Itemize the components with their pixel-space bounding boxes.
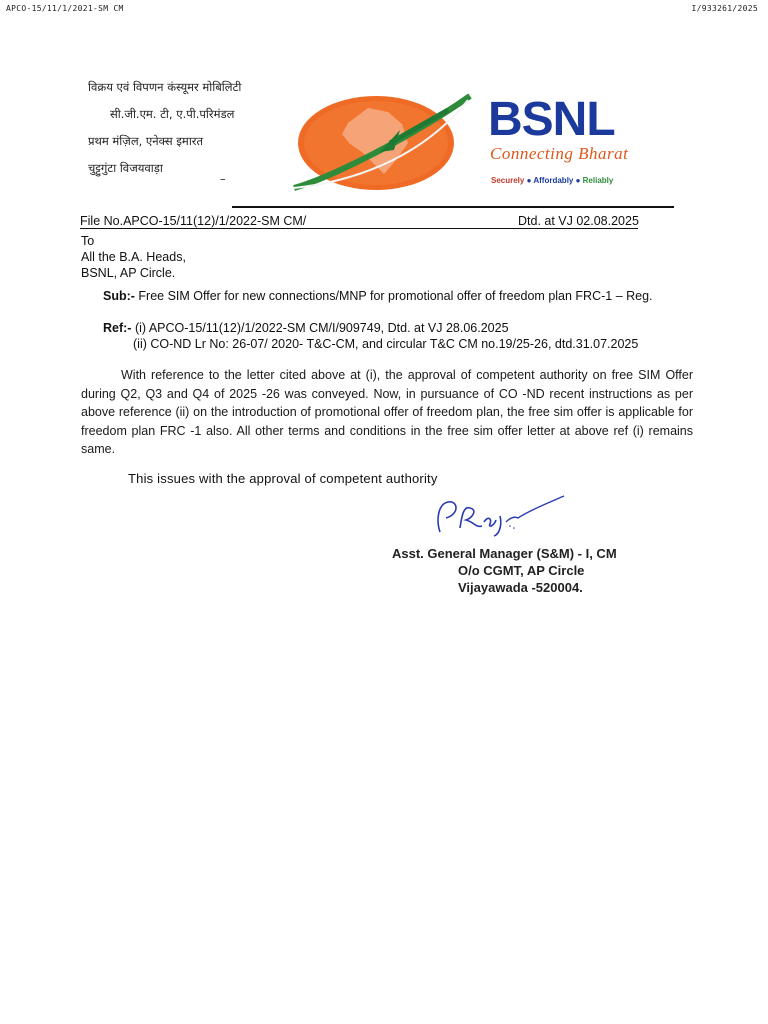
reliably-text: Reliably xyxy=(582,176,614,185)
bsnl-logo xyxy=(290,88,665,196)
header-divider-thick xyxy=(232,206,674,208)
hindi-header-dash: – xyxy=(220,172,226,186)
hindi-header-line-1: विक्रय एवं विपणन कंस्यूमर मोबिलिटी xyxy=(88,80,242,94)
signatory-place: Vijayawada -520004. xyxy=(458,580,583,595)
letter-date: Dtd. at VJ 02.08.2025 xyxy=(518,214,639,228)
signatory-office: O/o CGMT, AP Circle xyxy=(458,563,585,578)
hindi-header-line-4: चुट्टुगुंटा विजयवाड़ा xyxy=(88,161,163,175)
subject-text: Free SIM Offer for new connections/MNP for promotional offer of freedom plan FRC-1 – Reg. xyxy=(134,289,653,303)
bsnl-sub-tagline: Securely ● Affordably ● Reliably xyxy=(491,176,614,185)
bsnl-tagline: Connecting Bharat xyxy=(490,144,629,163)
address-line-2: BSNL, AP Circle. xyxy=(81,266,176,280)
reference-label: Ref:- xyxy=(103,321,132,335)
signature xyxy=(430,492,570,540)
document-reference-stamp: APCO-15/11/1/2021-SM CM xyxy=(6,4,124,13)
reference-line-2: (ii) CO-ND Lr No: 26-07/ 2020- T&C-CM, and circular T&C CM no.19/25-26, dtd.31.07.2025 xyxy=(133,337,639,351)
hindi-header-line-2: सी.जी.एम. टी, ए.पी.परिमंडल xyxy=(110,107,235,121)
address-line-1: All the B.A. Heads, xyxy=(81,250,186,264)
hindi-header-line-3: प्रथम मंज़िल, एनेक्स इमारत xyxy=(88,134,204,148)
approval-statement: This issues with the approval of competent authority xyxy=(128,471,438,486)
securely-text: Securely xyxy=(491,176,525,185)
bsnl-wordmark: BSNL xyxy=(488,93,615,146)
reference-line-1: Ref:- (i) APCO-15/11(12)/1/2022-SM CM/I/909749, Dtd. at VJ 28.06.2025 xyxy=(103,321,509,335)
signature-icon xyxy=(430,492,570,540)
affordably-text: Affordably xyxy=(533,176,574,185)
file-number: File No.APCO-15/11(12)/1/2022-SM CM/ xyxy=(80,214,307,228)
subject-label: Sub:- xyxy=(103,289,135,303)
subject-line xyxy=(103,288,653,305)
address-to: To xyxy=(81,234,95,248)
body-paragraph: With reference to the letter cited above at (i), the approval of competent authority on free SIM Offer during Q2, Q3 and Q4 of 2025 -26 was conveyed. Now, in pursuance of CO -ND recent instructions as per above reference (ii) on the introduction of promotional offer of freedom plan, the free sim offer is applicable for freedom plan FRC -1 also. All other terms and conditions in the free sim offer letter at above ref (i) remains same. xyxy=(81,368,693,456)
signatory-designation: Asst. General Manager (S&M) - I, CM xyxy=(392,546,617,561)
document-number-stamp: I/933261/2025 xyxy=(691,4,758,13)
